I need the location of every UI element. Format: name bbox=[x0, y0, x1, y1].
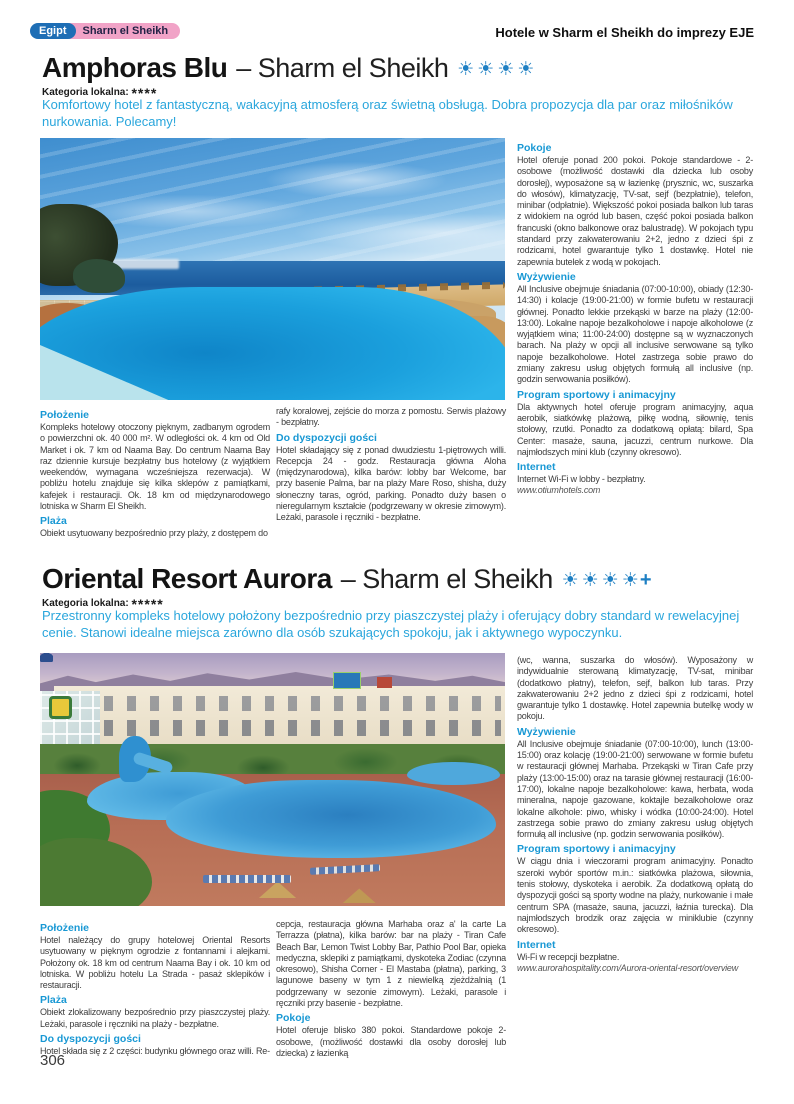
internet-text: Internet Wi-Fi w lobby - bezpłatny. bbox=[517, 474, 646, 485]
hotel1-location: – Sharm el Sheikh bbox=[236, 53, 449, 83]
hotel1-intro: Komfortowy hotel z fantastyczną, wakacyjną atmosferą oraz świetną obsługą. Dobra propozycja dla par oraz miłośników nurkowania. Polecamy! bbox=[42, 97, 733, 129]
hotel1-column-right bbox=[517, 139, 753, 497]
window-row bbox=[58, 720, 500, 736]
trees-small bbox=[73, 259, 125, 293]
hotel2-intro: Przestronny kompleks hotelowy położony bezpośrednio przy piaszczystej plaży i oferujący dobry standard w rewelacyjnej cenie. Stanowi idealne miejsca zarówno dla osób szukających spokoju, jak i aktywnego wypoczynku. bbox=[42, 608, 740, 640]
hotel2-photo-resort-pool bbox=[40, 653, 505, 906]
hotel2-name: Oriental Resort Aurora bbox=[42, 563, 332, 594]
polozenie-heading: Położenie bbox=[40, 409, 90, 421]
hotel2-column-left bbox=[40, 919, 270, 1057]
pokoje-heading: Pokoje bbox=[276, 1012, 311, 1025]
program-sportowy-text: Dla aktywnych hotel oferuje program animacyjny, aqua aerobik, siatkówkę plażową, piłkę wodną, siłownię, tenis stołowy, rzutki. Ponadto za dodatkową opłatą: bilard, Spa Center: masaże, sauna, jacuzzi, centrum nurkowe. Dla najmłodszych mini klub (czynny okresowo). bbox=[517, 401, 753, 457]
polozenie-text: Hotel należący do grupy hotelowej Oriental Resorts usytuowany w pięknym ogrodzie z fontannami i alejkami. Położony ok. 18 km od centrum Naama Bay i ok. 10 km od lotniska. W pobliżu hotelu La Strada - pasaż sklepików i restauracji. bbox=[40, 935, 270, 991]
wyzywienie-text: All Inclusive obejmuje śniadania (07:00-10:00), obiady (12:30-14:30) i kolacje (19:00-21:00) w formie bufetu w restauracji głównej. Ponadto lekkie przekąski w barze na plaży (12:00-13:00). Lokalne napoje bezalkoholowe i napoje alkoholowe (z wyjątkiem wina; 11:00-24:00) dostępne są w wyznaczonych barach. Na plaży w opcji all inclusive serwowane są tylko napoje bezalkoholowe. Hotel zastrzega sobie prawo do zmiany zakresu usług objętych formułą all inclusive (np. godzin serwowania posiłków). bbox=[517, 283, 753, 385]
plaza-heading: Plaża bbox=[40, 994, 67, 1007]
do-dyspozycji-text: Hotel składający się z ponad dwudziestu 1-piętrowych willi. Recepcja 24 - godz. Restauracja główna Aloha (międzynarodowa), kilka barów: lobby bar Welcome, bar przy basenie Palma, bar na plaży Mare Roso, shisha, duży słoneczny taras, ogród, parking. Ponadto duży basen o nieregularnym kształcie (podgrzewany w okresie zimowym). Leżaki, parasole i ręczniki - bezpłatne. bbox=[276, 444, 506, 523]
polozenie-heading: Położenie bbox=[40, 922, 90, 934]
plaza-text: Obiekt usytuowany bezpośrednio przy plaży, z dostępem do bbox=[40, 528, 268, 539]
hotel1-column-left bbox=[40, 406, 270, 540]
wyzywienie-heading: Wyżywienie bbox=[517, 725, 576, 738]
rooftop-sign bbox=[333, 672, 361, 689]
pokoje-text: Hotel oferuje blisko 380 pokoi. Standardowe pokoje 2-osobowe, (możliwość dostawki dla osoby dorosłej lub dziecka) z łazienką bbox=[276, 1025, 506, 1058]
program-sportowy-heading: Program sportowy i animacyjny bbox=[517, 843, 676, 856]
pokoje-heading: Pokoje bbox=[517, 142, 552, 154]
hotel1-column-middle bbox=[276, 406, 506, 524]
hotel1-title bbox=[42, 48, 537, 85]
sun-rating-icons: ☀☀☀☀ bbox=[561, 570, 642, 591]
category-stars: ***** bbox=[131, 596, 164, 612]
internet-heading: Internet bbox=[517, 461, 556, 474]
lagoon-pool-main bbox=[166, 780, 496, 858]
program-sportowy-heading: Program sportowy i animacyjny bbox=[517, 388, 676, 401]
plaza-text: Obiekt zlokalizowany bezpośrednio przy piaszczystej plaży. Leżaki, parasole i ręczniki na plaży - bezpłatne. bbox=[40, 1007, 270, 1029]
plaza-heading: Plaża bbox=[40, 515, 67, 528]
hotel1-website-link[interactable]: www.otiumhotels.com bbox=[517, 485, 601, 496]
lagoon-pool-far bbox=[407, 762, 500, 785]
hotel1-name: Amphoras Blu bbox=[42, 52, 228, 83]
sun-rating-icons: ☀☀☀☀ bbox=[457, 59, 538, 80]
rooftop-sign-red bbox=[377, 677, 392, 688]
region-badge: Sharm el Sheikh bbox=[69, 23, 181, 39]
plaza-text-continued: rafy koralowej, zejście do morza z pomostu. Serwis plażowy - bezpłatny. bbox=[276, 406, 506, 428]
polozenie-text: Kompleks hotelowy otoczony pięknym, zadbanym ogrodem o powierzchni ok. 40 000 m². W odległości ok. 4 km od Old Market i ok. 7 km od Naama Bay. Do centrum Naama Bay raz dziennie kursuje bezpłatny bus hotelowy (z wyjątkiem weekendów, wymagana wcześniejsza rezerwacja). W pobliżu hotelu znajduje się kilka sklepów z pamiątkami, kafejek i restauracji. Ok. 18 km od międzynarodowego lotniska w Sharm El Sheikh. bbox=[40, 422, 270, 512]
category-stars: **** bbox=[131, 85, 158, 101]
program-sportowy-text: W ciągu dnia i wieczorami program animacyjny. Ponadto szeroki wybór sportów m.in.: siatkówka plażowa, siłownia, tenis stołowy, dyskoteka i aerobik. Za dodatkową opłatą do dyspozycji gości są sporty wodne na plaży, nurkowanie i małe centrum SPA (masaże, sauna, jacuzzi, łaźnia turecka). Dla najmłodszych brodzik oraz zajęcia w miniklubie (czynny okresowo). bbox=[517, 856, 753, 935]
do-dyspozycji-heading: Do dyspozycji gości bbox=[276, 431, 377, 444]
location-badge bbox=[30, 22, 180, 40]
internet-heading: Internet bbox=[517, 938, 556, 951]
page-header-title: Hotele w Sharm el Sheikh do imprezy EJE bbox=[495, 25, 754, 40]
pokoje-text-continued: (wc, wanna, suszarka do włosów). Wyposażony w indywidualnie sterowaną klimatyzację, TV-sat, minibar (dodatkowo płatny), telefon, sejf, balkon lub taras. Przy zakwaterowaniu 2+2 jedno z dzieci śpi z rodzicami, hotel gwarantuje tylko 1 dostawkę. Hotel zapewnia butelkę wody w pokoju. bbox=[517, 655, 753, 722]
pokoje-text: Hotel oferuje ponad 200 pokoi. Pokoje standardowe - 2-osobowe (możliwość dostawki dla dziecka lub osoby dorosłej), wyposażone są w łazienkę (prysznic, wc, suszarka do włosów), klimatyzację, TV-sat, sejf (bezpłatnie), telefon, minibar (odpłatnie). Większość pokoi posiada balkon lub taras z widokiem na ogród lub basen, część pokoi posiada balkon francuski (okno balkonowe oraz balustradę). W pokojach typu standard przy zakwaterowaniu 2+2, jedno z dzieci śpi z rodzicami, hotel gwarantuje tylko 1 dostawkę. Hotel nie zapewnia butelek z wodą w pokojach. bbox=[517, 155, 753, 267]
plus-rating-icon: + bbox=[639, 569, 652, 591]
category-label: Kategoria lokalna: bbox=[42, 598, 129, 609]
hotel1-photo-pool-and-sea bbox=[40, 138, 505, 400]
hotel-building bbox=[54, 686, 505, 752]
hotel2-website-link[interactable]: www.aurorahospitality.com/Aurora-oriental-resort/overview bbox=[517, 962, 739, 973]
hotel2-title bbox=[42, 559, 652, 596]
do-dyspozycji-text: Hotel składa się z 2 części: budynku głównego oraz willi. Re- bbox=[40, 1046, 270, 1057]
internet-text: Wi-Fi w recepcji bezpłatne. bbox=[517, 951, 620, 962]
sun-loungers bbox=[203, 875, 291, 883]
window-row bbox=[58, 696, 500, 710]
do-dyspozycji-heading: Do dyspozycji gości bbox=[40, 1033, 141, 1046]
country-badge: Egipt bbox=[30, 23, 76, 39]
hotel2-column-right bbox=[517, 655, 753, 974]
hotel2-location: – Sharm el Sheikh bbox=[340, 564, 553, 594]
category-label: Kategoria lokalna: bbox=[42, 87, 129, 98]
page-number: 306 bbox=[40, 1052, 66, 1069]
hotel-logo-sign bbox=[49, 696, 72, 719]
wyzywienie-heading: Wyżywienie bbox=[517, 270, 576, 283]
hotel2-column-middle bbox=[276, 919, 506, 1059]
do-dyspozycji-text-continued: cepcja, restauracja główna Marhaba oraz a' la carte La Terrazza (płatna), kilka barów: bar na plaży - Tiran Cafe Beach Bar, Lemon Twist Lobby Bar, Pathio Pool Bar, opieka medyczna, sklepiki z pamiątkami, dyskoteka Zodiac (czynna okresowo), Shisha Corner - El Mastaba (płatna), parking, 3 lagunowe baseny w tym 1 z niewielką zjeżdżalnią (1 podgrzewany w sezonie zimowym). Leżaki, parasole i ręczniki przy basenie - bezpłatne. bbox=[276, 919, 506, 1009]
wyzywienie-text: All Inclusive obejmuje śniadanie (07:00-10:00), lunch (13:00-15:00) oraz kolację (19:00-21:00) serwowane w formie bufetu w restauracji głównej Marhaba. Przekąski w Tiran Cafe przy plaży (13:00-15:00) oraz na tarasie głównej restauracji (16:00-17:00), lokalne napoje bezalkoholowe: kawa, herbata, woda mineralna, napoje gazowane, koktajle bezalkoholowe oraz lokalne alkohole: piwo, whisky i wódka (10:00-24:00). Hotel zastrzega sobie prawo do zmiany zakresu usług objętych formułą all inclusive (np. godzin serwowania posiłków). bbox=[517, 738, 753, 840]
